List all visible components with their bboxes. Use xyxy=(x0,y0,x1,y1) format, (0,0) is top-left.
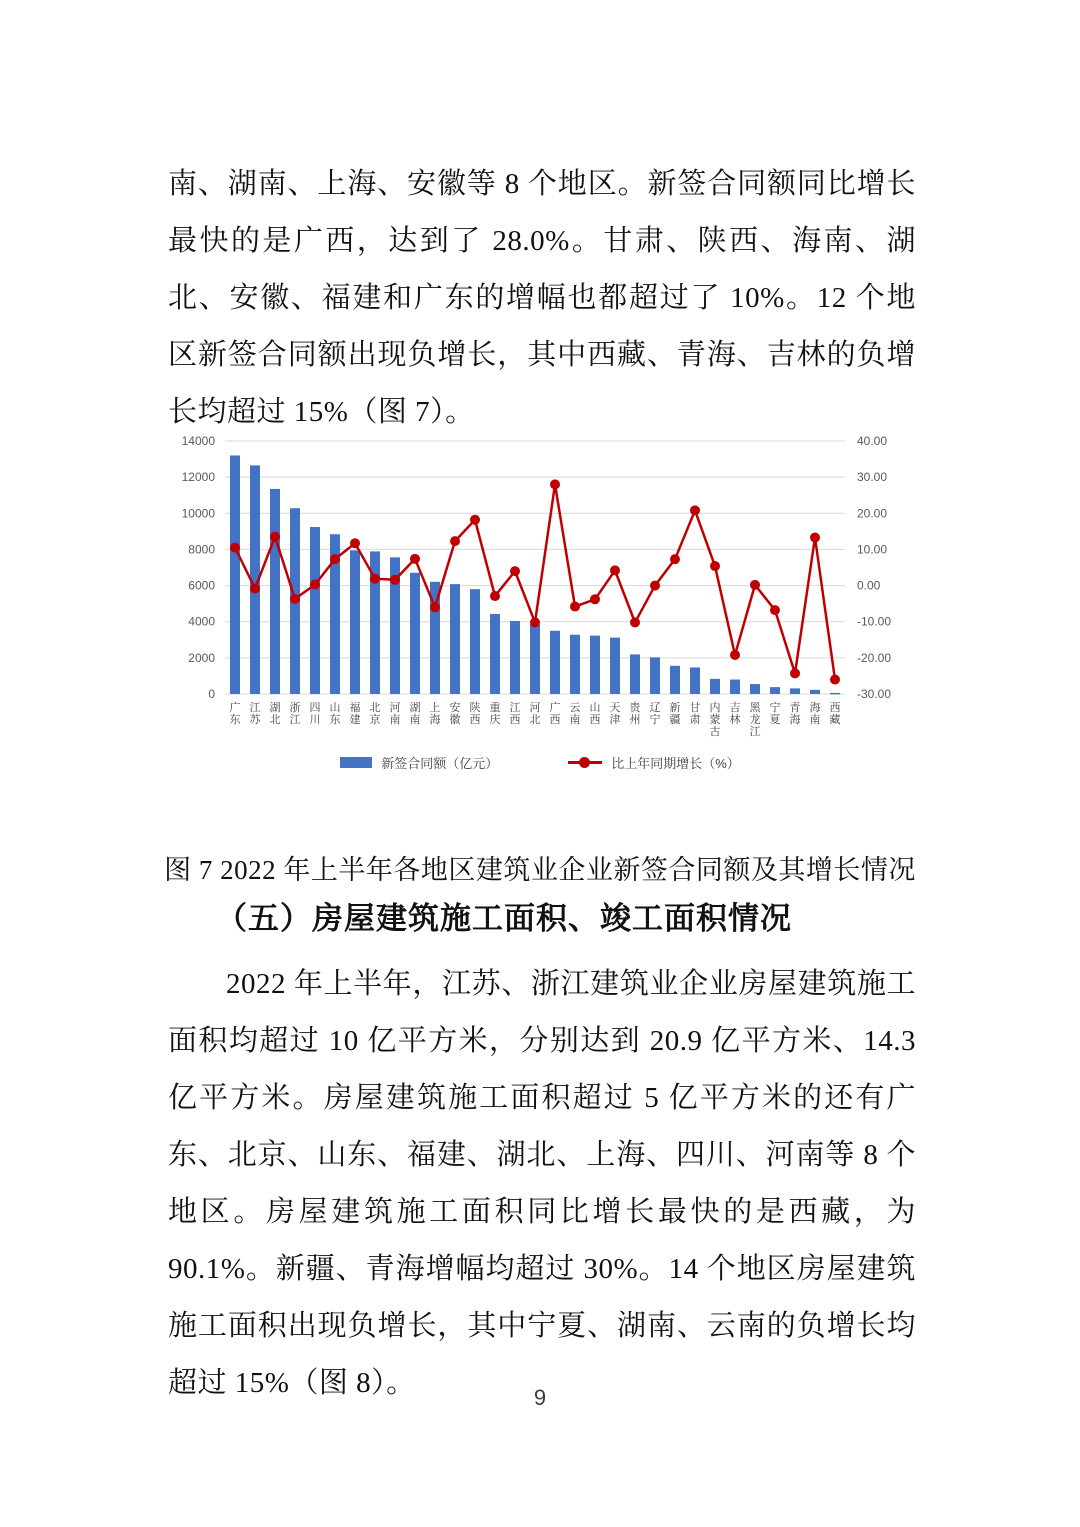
category-label: 浙江 xyxy=(289,702,301,726)
category-label: 天津 xyxy=(609,702,621,726)
point-天津 xyxy=(610,565,620,575)
bar-辽宁 xyxy=(650,657,660,694)
point-吉林 xyxy=(730,650,740,660)
left-axis-tick: 0 xyxy=(208,687,215,701)
left-axis-tick: 2000 xyxy=(188,650,215,665)
page-number: 9 xyxy=(533,1385,547,1410)
figure-caption: 图 7 2022 年上半年各地区建筑业企业新签合同额及其增长情况 xyxy=(164,855,916,885)
point-陕西 xyxy=(470,515,480,525)
left-axis-tick: 6000 xyxy=(188,578,215,593)
right-axis-tick: 0.00 xyxy=(857,578,881,593)
category-label: 山西 xyxy=(589,702,601,726)
bar-云南 xyxy=(570,635,580,694)
bar-重庆 xyxy=(490,614,500,694)
category-label: 吉林 xyxy=(729,702,741,726)
category-label: 广西 xyxy=(549,702,561,726)
category-label: 贵州 xyxy=(629,702,641,726)
category-label: 福建 xyxy=(349,702,361,726)
category-label: 云南 xyxy=(569,702,581,726)
right-axis-tick: 30.00 xyxy=(857,470,888,485)
bar-湖南 xyxy=(410,573,420,694)
bar-青海 xyxy=(790,688,800,694)
point-广东 xyxy=(230,543,240,553)
paragraph-top: 南、湖南、上海、安徽等 8 个地区。新签合同额同比增长最快的是广西，达到了 28.0%。甘肃、陕西、海南、湖北、安徽、福建和广东的增幅也都超过了 10%。12 个地区新签合同额出现负增长，其中西藏、青海、吉林的负增长均超过 15%（图 7）。 xyxy=(168,168,916,428)
point-广西 xyxy=(550,479,560,489)
figure-7 xyxy=(165,430,915,772)
point-江苏 xyxy=(250,583,260,593)
legend-line-swatch xyxy=(568,761,602,764)
bar-海南 xyxy=(810,690,820,694)
right-axis-tick: -20.00 xyxy=(857,650,892,665)
point-甘肃 xyxy=(690,505,700,515)
right-axis-tick: 10.00 xyxy=(857,542,888,557)
right-axis-tick: 20.00 xyxy=(857,506,888,521)
point-山东 xyxy=(330,554,340,564)
point-重庆 xyxy=(490,591,500,601)
category-label: 宁夏 xyxy=(769,702,781,726)
legend-item-line xyxy=(568,753,740,772)
category-label: 黑龙江 xyxy=(749,702,761,738)
point-安徽 xyxy=(450,536,460,546)
point-江西 xyxy=(510,566,520,576)
bar-黑龙江 xyxy=(750,684,760,694)
bar-福建 xyxy=(350,550,360,694)
category-label: 陕西 xyxy=(469,702,481,726)
bar-新疆 xyxy=(670,666,680,694)
legend-item-bar xyxy=(340,753,498,772)
paragraph-body: 2022 年上半年，江苏、浙江建筑业企业房屋建筑施工面积均超过 10 亿平方米，分别达到 20.9 亿平方米、14.3 亿平方米。房屋建筑施工面积超过 5 亿平方米的还有广东、北京、山东、福建、湖北、上海、四川、河南等 8 个地区。房屋建筑施工面积同比增长最快的是西藏，为 90.1%。新疆、青海增幅均超过 30%。14 个地区房屋建筑施工面积出现负增长，其中宁夏、湖南、云南的负增长均超过 15%（图 8）。 xyxy=(168,968,916,1399)
category-label: 甘肃 xyxy=(689,702,701,726)
point-湖南 xyxy=(410,554,420,564)
legend-line-dot xyxy=(579,757,590,768)
point-上海 xyxy=(430,602,440,612)
point-青海 xyxy=(790,668,800,678)
bar-吉林 xyxy=(730,680,740,694)
category-label: 河南 xyxy=(389,702,401,726)
bar-内蒙古 xyxy=(710,679,720,694)
point-西藏 xyxy=(830,675,840,685)
point-福建 xyxy=(350,538,360,548)
category-label: 青海 xyxy=(789,702,801,726)
chart-legend xyxy=(165,753,915,772)
point-浙江 xyxy=(290,594,300,604)
point-山西 xyxy=(590,594,600,604)
point-河南 xyxy=(390,575,400,585)
legend-line-label: 比上年同期增长（%） xyxy=(611,756,740,771)
bar-西藏 xyxy=(830,693,840,695)
figure-7-chart xyxy=(165,430,915,745)
category-label: 重庆 xyxy=(489,702,501,726)
bar-湖北 xyxy=(270,489,280,694)
category-label: 四川 xyxy=(309,702,321,726)
category-label: 上海 xyxy=(429,702,441,726)
category-label: 安徽 xyxy=(449,702,461,726)
left-axis-tick: 14000 xyxy=(181,434,215,448)
point-四川 xyxy=(310,579,320,589)
right-axis-tick: -30.00 xyxy=(857,687,892,701)
bar-广东 xyxy=(230,455,240,694)
point-内蒙古 xyxy=(710,561,720,571)
right-axis-tick: -10.00 xyxy=(857,614,892,629)
point-北京 xyxy=(370,574,380,584)
point-海南 xyxy=(810,533,820,543)
category-label: 河北 xyxy=(529,702,541,726)
bar-甘肃 xyxy=(690,667,700,694)
category-label: 江苏 xyxy=(249,702,261,726)
category-label: 山东 xyxy=(329,702,341,726)
category-label: 海南 xyxy=(809,702,821,726)
bar-宁夏 xyxy=(770,687,780,694)
left-axis-tick: 12000 xyxy=(181,470,215,485)
left-axis-tick: 4000 xyxy=(188,614,215,629)
bar-广西 xyxy=(550,631,560,694)
point-河北 xyxy=(530,617,540,627)
category-label: 江西 xyxy=(509,702,521,726)
category-label: 广东 xyxy=(229,702,241,726)
bar-陕西 xyxy=(470,589,480,694)
bar-天津 xyxy=(610,638,620,694)
legend-bar-swatch xyxy=(340,757,372,768)
point-辽宁 xyxy=(650,581,660,591)
category-label: 新疆 xyxy=(669,702,681,726)
bar-山西 xyxy=(590,636,600,694)
point-湖北 xyxy=(270,532,280,542)
bar-江西 xyxy=(510,621,520,694)
point-新疆 xyxy=(670,554,680,564)
category-label: 西藏 xyxy=(829,702,841,726)
point-贵州 xyxy=(630,617,640,627)
point-云南 xyxy=(570,602,580,612)
point-黑龙江 xyxy=(750,580,760,590)
left-axis-tick: 8000 xyxy=(188,542,215,557)
section-heading: （五）房屋建筑施工面积、竣工面积情况 xyxy=(216,900,792,936)
category-label: 内蒙古 xyxy=(709,702,721,738)
left-axis-tick: 10000 xyxy=(181,506,215,521)
bar-四川 xyxy=(310,527,320,694)
category-label: 湖南 xyxy=(409,702,421,726)
category-label: 湖北 xyxy=(269,702,281,726)
bar-贵州 xyxy=(630,654,640,694)
point-宁夏 xyxy=(770,605,780,615)
legend-bar-label: 新签合同额（亿元） xyxy=(381,756,499,771)
category-label: 北京 xyxy=(369,702,381,726)
category-label: 辽宁 xyxy=(649,702,661,726)
bar-河北 xyxy=(530,624,540,694)
right-axis-tick: 40.00 xyxy=(857,434,888,448)
bar-安徽 xyxy=(450,584,460,694)
